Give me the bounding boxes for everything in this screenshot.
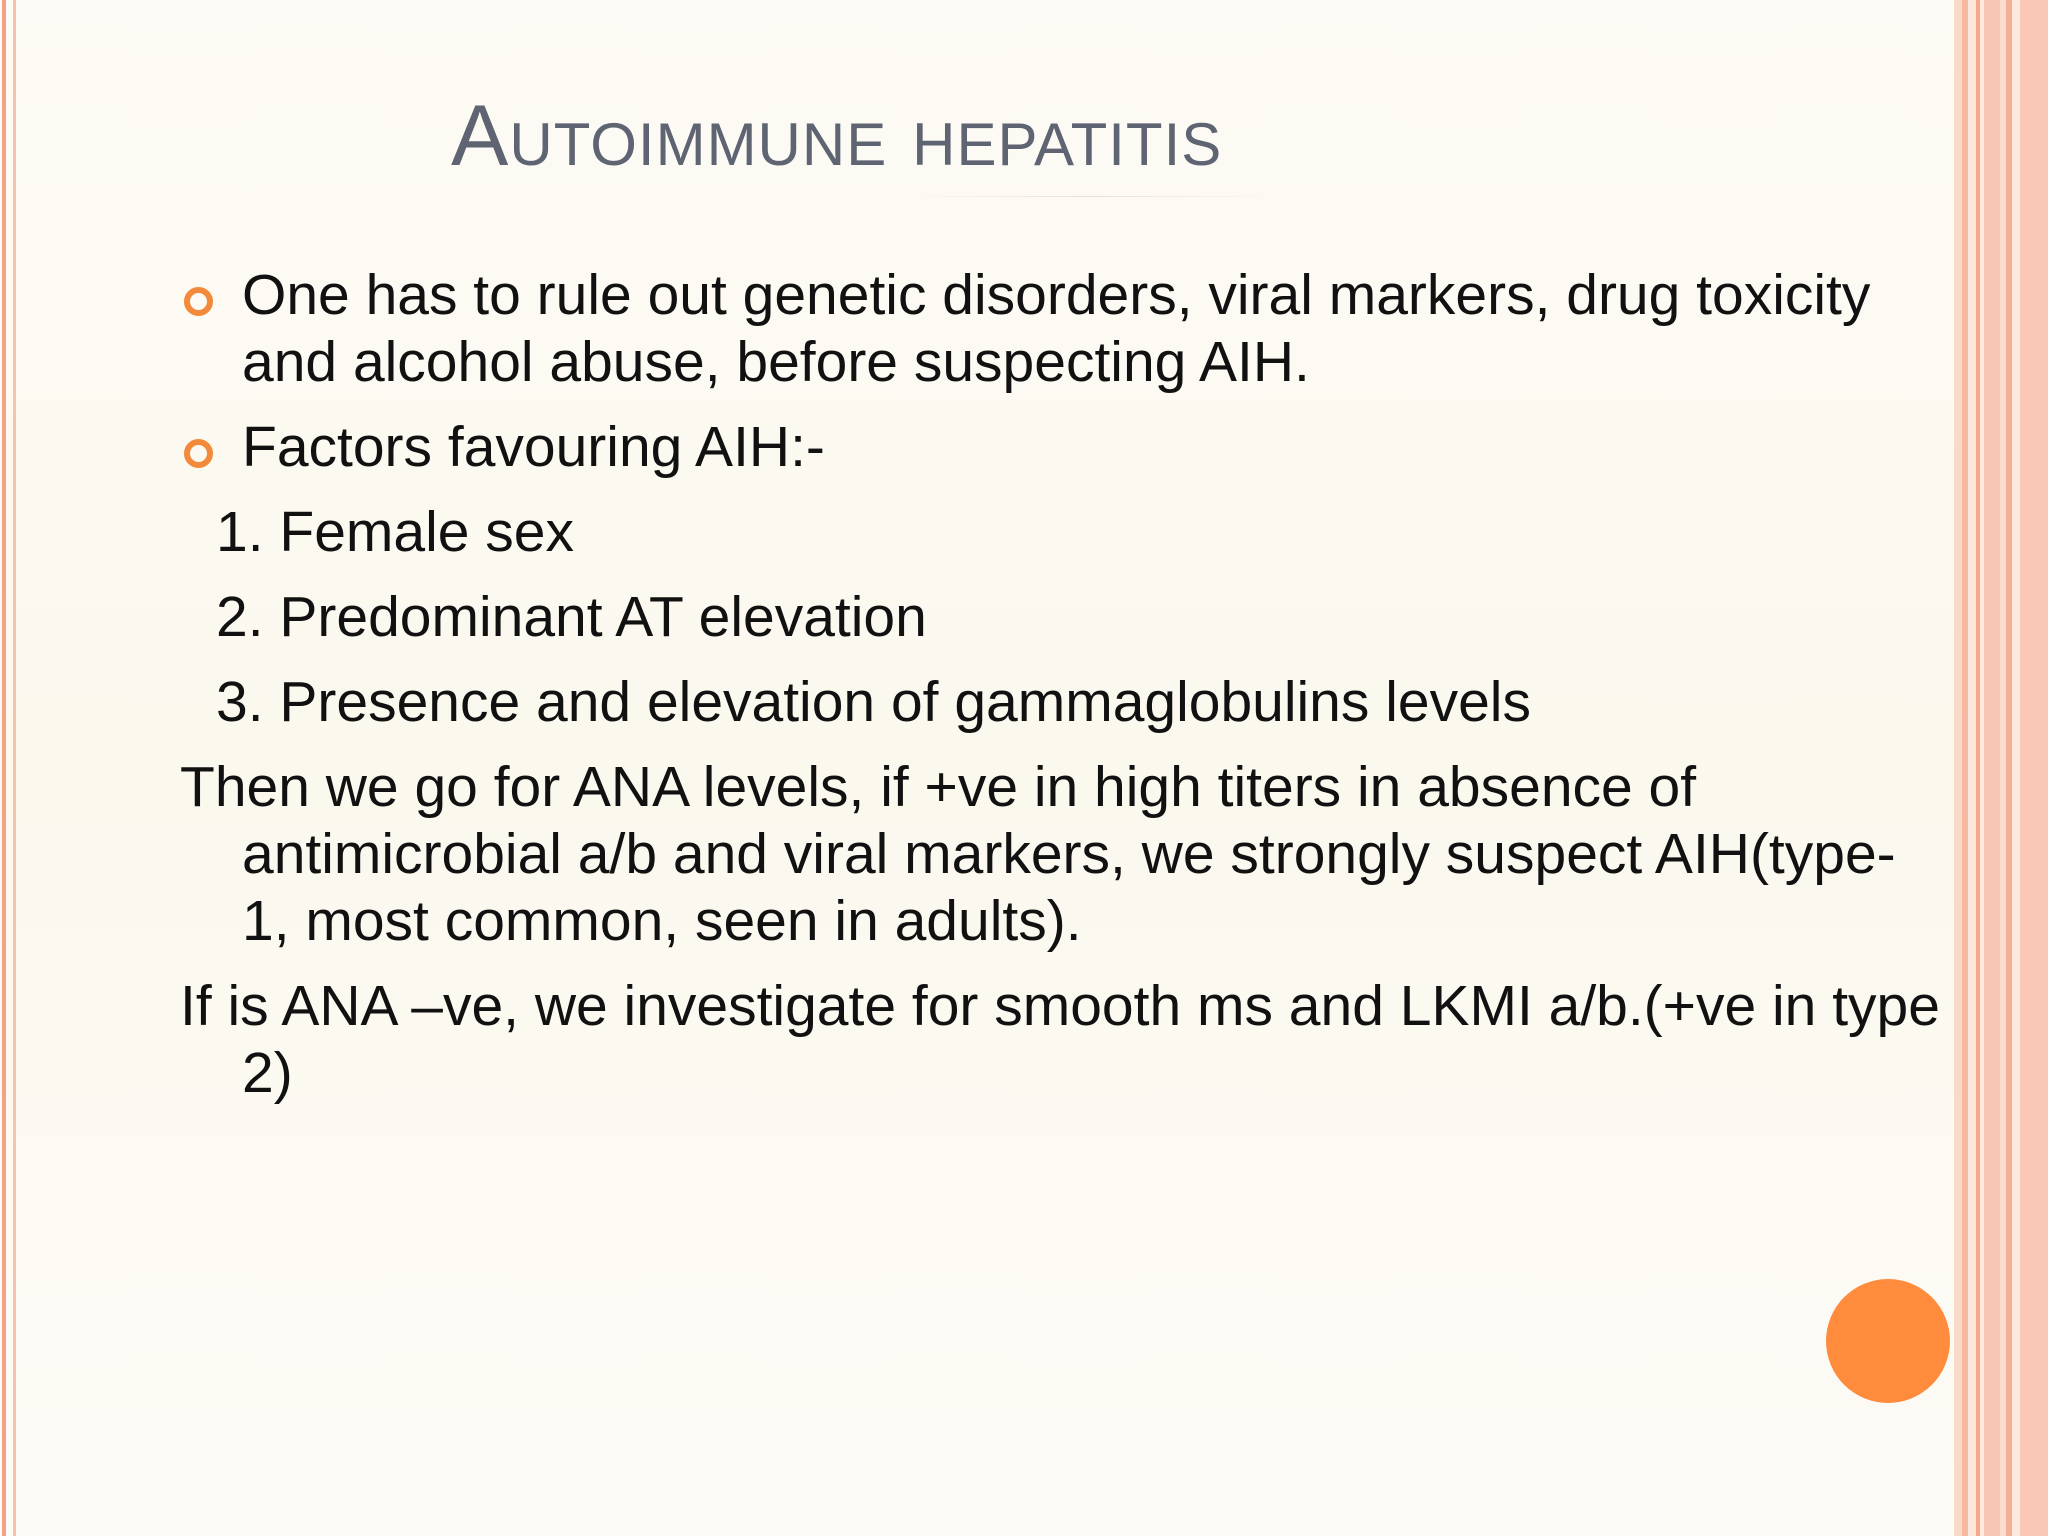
ring-bullet-icon [184,439,213,468]
ring-bullet-icon [184,287,213,316]
slide-body [180,262,1940,1125]
bullet-item [180,414,1940,481]
bullet-text: Factors favouring AIH:- [242,415,825,479]
left-border-line [2,0,6,1536]
paragraph: Then we go for ANA levels, if +ve in high titers in absence of antimicrobial a/b and viral markers, we strongly suspect AIH(type-1, most common, seen in adults). [180,755,1896,953]
decorative-orange-circle [1826,1279,1950,1403]
numbered-item: 3. Presence and elevation of gammaglobulins levels [216,670,1531,734]
left-border-line-inner [13,0,16,1536]
numbered-item: 2. Predominant AT elevation [216,585,927,649]
bullet-item [180,262,1940,396]
title-underline [900,196,1280,197]
paragraph: If is ANA –ve, we investigate for smooth ms and LKMI a/b.(+ve in type 2) [180,974,1940,1105]
slide-title: Autoimmune hepatitis [451,88,1223,184]
numbered-item: 1. Female sex [216,500,574,564]
bullet-text: One has to rule out genetic disorders, viral markers, drug toxicity and alcohol abuse, before suspecting AIH. [242,263,1871,394]
right-border-stripes [1954,0,2048,1536]
